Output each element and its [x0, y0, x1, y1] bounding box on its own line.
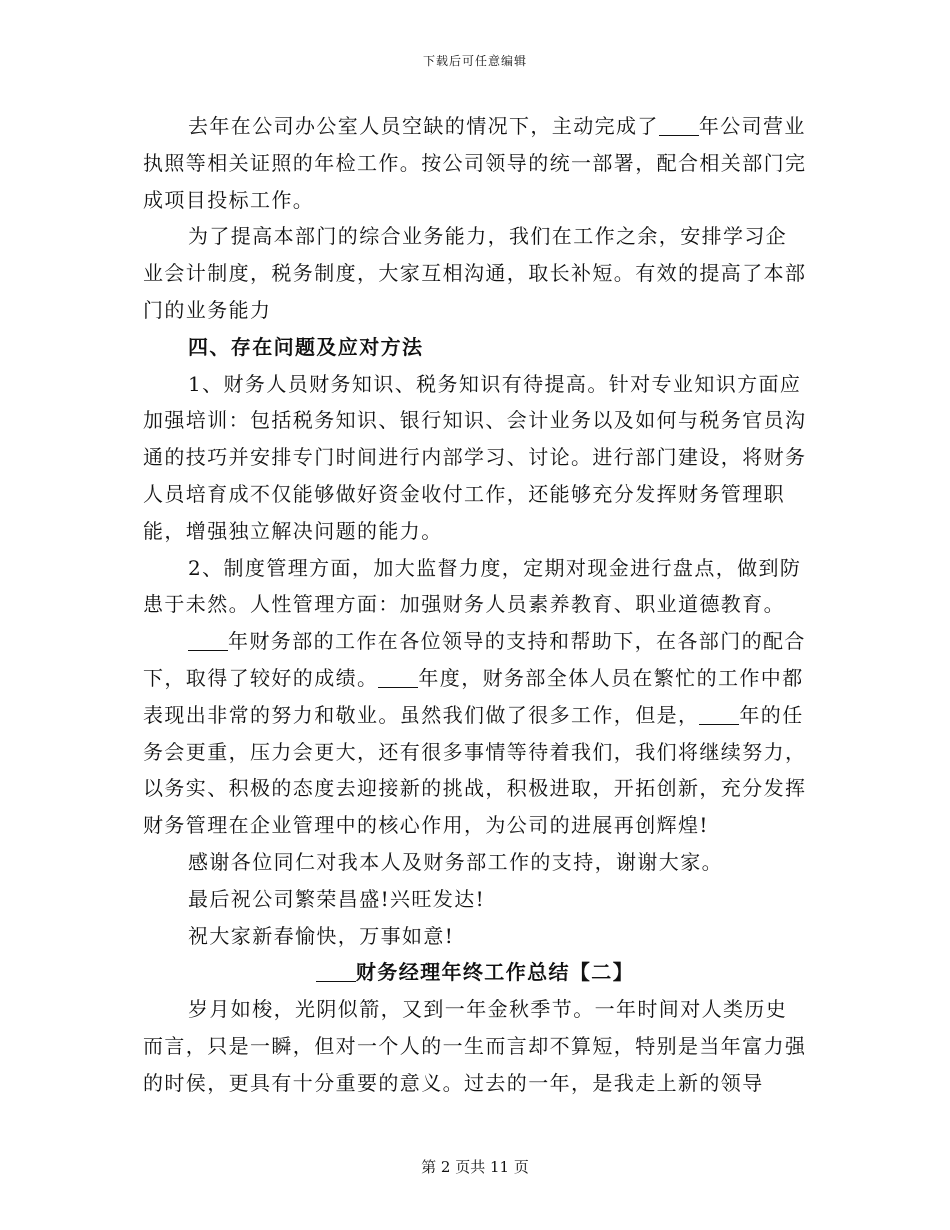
paragraph-wish-everyone: 祝大家新春愉快，万事如意!	[188, 923, 455, 948]
paragraph-training: 为了提高本部门的综合业务能力，我们在工作之余，安排学习企业会计制度，税务制度，大家互相沟通，取长补短。有效的提高了本部门的业务能力	[143, 224, 807, 322]
document-body	[143, 108, 807, 1102]
blank-year-field	[188, 630, 228, 651]
paragraph-wish-company: 最后祝公司繁荣昌盛!兴旺发达!	[188, 886, 486, 911]
blank-year-field	[378, 667, 418, 688]
blank-year-field	[659, 115, 699, 136]
paragraph-problem-2: 2、制度管理方面，加大监督力度，定期对现金进行盘点，做到防患于未然。人性管理方面：加强财务人员素养教育、职业道德教育。	[143, 555, 802, 617]
paragraph-text: 去年在公司办公室人员空缺的情况下，主动完成了	[188, 114, 659, 138]
page-header: 下载后可任意编辑	[422, 54, 527, 68]
paragraph-text: 年公司营业执照等相关证照的年检工作。按公司领导的统一部署，配合相关部门完成项目投标工作。	[143, 114, 807, 212]
section-title-2	[143, 954, 807, 991]
page-footer: 第 2 页共 11 页	[421, 1158, 529, 1176]
paragraph-text: 年的任务会更重，压力会更大，还有很多事情等待着我们，我们将继续努力，以务实、积极的态度去迎接新的挑战，积极进取，开拓创新，充分发挥财务管理在企业管理中的核心作用，为公司的进展再创辉煌!	[143, 702, 807, 838]
paragraph-problem-1: 1、财务人员财务知识、税务知识有待提高。针对专业知识方面应加强培训：包括税务知识、银行知识、会计业务以及如何与税务官员沟通的技巧并安排专门时间进行内部学习、讨论。进行部门建设，将财务人员培育成不仅能够做好资金收付工作，还能够充分发挥财务管理职能，增强独立解决问题的能力。	[143, 371, 807, 543]
paragraph-text: 年财务部的工作在各位领导的支持和帮助下，在各部门的配合下，取得了较好的成绩。	[143, 629, 806, 690]
blank-year-field	[316, 961, 356, 982]
section-title-text: 财务经理年终工作总结【二】	[355, 960, 635, 985]
paragraph-intro-2: 岁月如梭，光阴似箭，又到一年金秋季节。一年时间对人类历史而言，只是一瞬，但对一个人的一生而言却不算短，特别是当年富力强的时侯，更具有十分重要的意义。过去的一年，是我走上新的领导	[143, 997, 807, 1095]
paragraph-license-inspection	[143, 108, 807, 218]
paragraph-text: 年度，财务部全体人员在繁忙的工作中都表现出非常的努力和敬业。虽然我们做了很多工作，但是，	[143, 665, 804, 727]
section-heading-problems: 四、存在问题及应对方法	[188, 334, 424, 359]
blank-year-field	[699, 704, 739, 725]
paragraph-summary	[143, 623, 807, 844]
paragraph-thanks: 感谢各位同仁对我本人及财务部工作的支持，谢谢大家。	[188, 849, 723, 874]
